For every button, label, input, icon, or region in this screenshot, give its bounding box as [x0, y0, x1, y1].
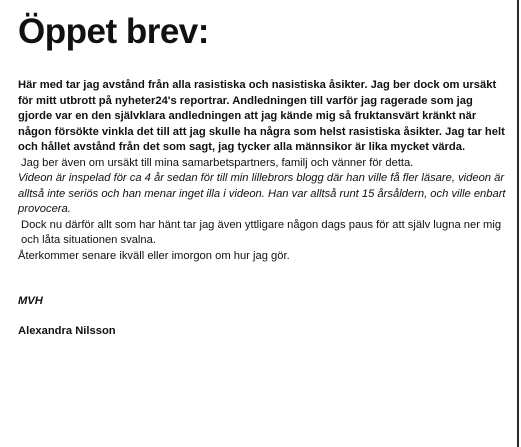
signature-name: Alexandra Nilsson — [18, 325, 116, 337]
closing-greeting: MVH — [18, 295, 43, 307]
return-paragraph: Återkommer senare ikväll eller imorgon om hur jag gör. — [18, 249, 290, 262]
letter-title: Öppet brev: — [18, 12, 209, 51]
faded-background-text — [22, 60, 506, 74]
right-border-line — [517, 0, 519, 447]
video-paragraph: Videon är inspelad för ca 4 år sedan för till min lillebrors blogg där han ville få fler läsare, videon är alltså inte seriös och han menar inget illa i videon. Han var alltså runt 15 årsåldern, och ville enbart provocera. — [18, 172, 506, 215]
pause-paragraph: Dock nu därför allt som har hänt tar jag även yttligare någon dags paus för att själv lugna ner mig och låta situationen svalna. — [21, 218, 502, 246]
lead-paragraph: Här med tar jag avstånd från alla rasistiska och nasistiska åsikter. Jag ber dock om ursäkt för mitt utbrott på nyheter24's reportrar. Andledningen till varför jag ragerade som jag gjorde var en den självklara andledningen att jag kände mig så fruktansvärt kränkt när någon försökte vinkla det till att jag skulle ha några som helst rasistiska åsikter. Jag tar helt och hållet avstånd från det som sagt, jag tycker alla männsikor är lika mycket värda. — [18, 79, 505, 153]
apology-paragraph: Jag ber även om ursäkt till mina samarbetspartners, familj och vänner för detta. — [21, 156, 414, 169]
letter-content — [18, 14, 506, 338]
